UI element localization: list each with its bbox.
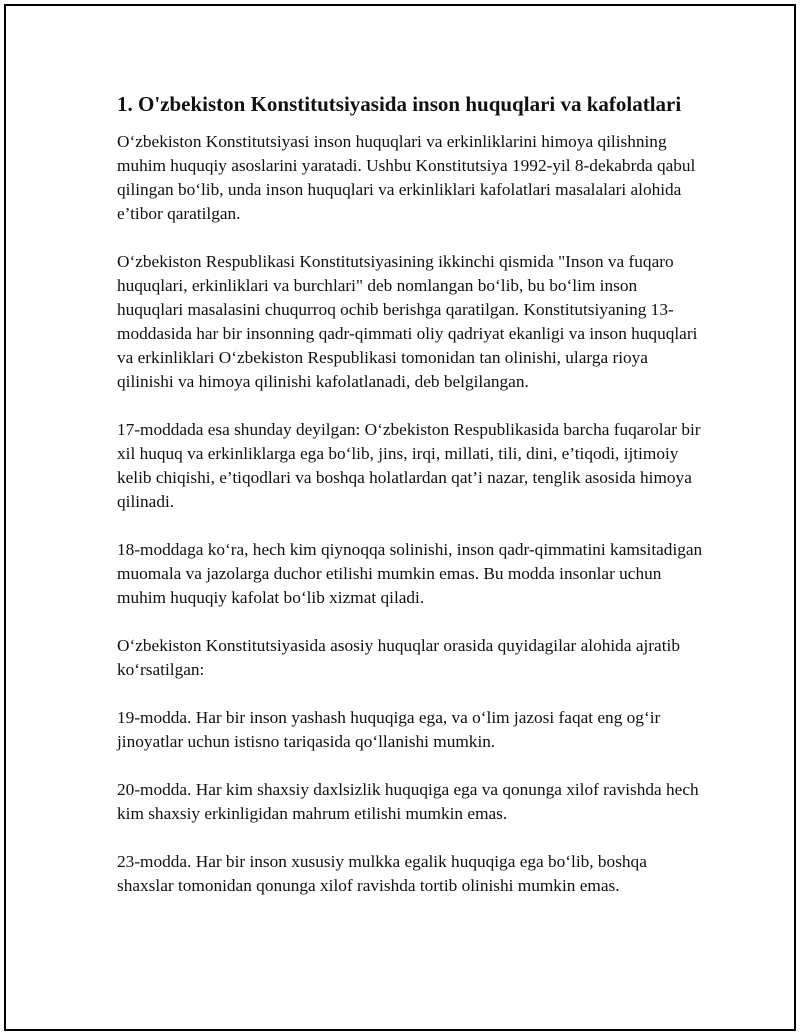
paragraph-article-19: 19-modda. Har bir inson yashash huquqiga ega, va o‘lim jazosi faqat eng og‘ir jinoyatlar uchun istisno tariqasida qo‘llanishi mumkin. <box>117 708 661 751</box>
paragraph-second-part: O‘zbekiston Respublikasi Konstitutsiyasining ikkinchi qismida "Inson va fuqaro huquqlari, erkinliklari va burchlari" deb nomlangan bo‘lib, bu bo‘lim inson huquqlari masalasini chuqurroq ochib berishga qaratilgan. Konstitutsiyaning 13-moddasida har bir insonning qadr-qimmati oliy qadriyat ekanligi va inson huquqlari va erkinliklari O‘zbekiston Respublikasi tomonidan tan olinishi, ularga rioya qilinishi va himoya qilinishi kafolatlanadi, deb belgilangan. <box>117 252 698 391</box>
paragraph-article-17: 17-moddada esa shunday deyilgan: O‘zbekiston Respublikasida barcha fuqarolar bir xil huquq va erkinliklarga ega bo‘lib, jins, irqi, millati, tili, dini, e’tiqodi, ijtimoiy kelib chiqishi, e’tiqodlari va boshqa holatlardan qat’i nazar, tenglik asosida himoya qilinadi. <box>117 420 701 511</box>
paragraph-article-18: 18-moddaga ko‘ra, hech kim qiynoqqa solinishi, inson qadr-qimmatini kamsitadigan muomala va jazolarga duchor etilishi mumkin emas. Bu modda insonlar uchun muhim huquqiy kafolat bo‘lib xizmat qiladi. <box>117 540 703 607</box>
paragraph-intro: O‘zbekiston Konstitutsiyasi inson huquqlari va erkinliklarini himoya qilishning muhim huquqiy asoslarini yaratadi. Ushbu Konstitutsiya 1992-yil 8-dekabrda qabul qilingan bo‘lib, unda inson huquqlari va erkinliklari kafolatlari masalalari alohida e’tibor qaratilgan. <box>117 132 696 223</box>
document-body <box>117 90 707 922</box>
paragraph-article-20: 20-modda. Har kim shaxsiy daxlsizlik huquqiga ega va qonunga xilof ravishda hech kim shaxsiy erkinligidan mahrum etilishi mumkin emas. <box>117 780 699 823</box>
paragraph-basic-rights: O‘zbekiston Konstitutsiyasida asosiy huquqlar orasida quyidagilar alohida ajratib ko‘rsatilgan: <box>117 636 680 679</box>
section-title: 1. O'zbekiston Konstitutsiyasida inson huquqlari va kafolatlari <box>117 92 682 116</box>
paragraph-article-23: 23-modda. Har bir inson xususiy mulkka egalik huquqiga ega bo‘lib, boshqa shaxslar tomonidan qonunga xilof ravishda tortib olinishi mumkin emas. <box>117 852 647 895</box>
